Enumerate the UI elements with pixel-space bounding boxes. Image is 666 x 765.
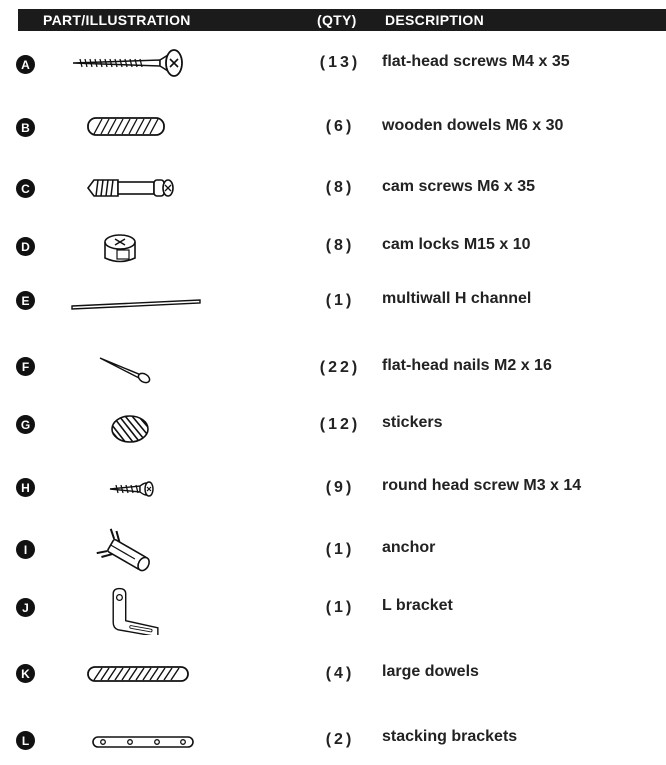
part-description: wooden dowels M6 x 30 <box>382 117 564 134</box>
h-channel-icon <box>60 276 220 326</box>
header-qty: (QTY) <box>317 12 357 28</box>
part-qty: (12) <box>319 416 361 433</box>
part-qty: (6) <box>325 118 355 135</box>
part-letter-badge: E <box>16 291 35 310</box>
part-letter-badge: G <box>16 415 35 434</box>
round-head-screw-icon <box>60 462 220 512</box>
part-description: cam locks M15 x 10 <box>382 236 531 253</box>
part-row-e <box>0 276 666 326</box>
part-letter-badge: F <box>16 357 35 376</box>
part-letter-badge: C <box>16 179 35 198</box>
part-description: cam screws M6 x 35 <box>382 178 535 195</box>
part-description: flat-head screws M4 x 35 <box>382 53 570 70</box>
part-row-d <box>0 222 666 272</box>
part-description: anchor <box>382 539 436 556</box>
part-qty: (1) <box>325 541 355 558</box>
part-qty: (22) <box>319 359 361 376</box>
part-description: stickers <box>382 414 443 431</box>
l-bracket-icon <box>60 585 220 635</box>
part-qty: (1) <box>325 292 355 309</box>
part-row-l <box>0 715 666 765</box>
part-row-b <box>0 101 666 151</box>
part-letter-badge: B <box>16 118 35 137</box>
part-letter-badge: A <box>16 55 35 74</box>
part-description: L bracket <box>382 597 453 614</box>
parts-table-header <box>18 9 666 31</box>
part-row-g <box>0 400 666 450</box>
part-qty: (2) <box>325 731 355 748</box>
part-letter-badge: K <box>16 664 35 683</box>
part-qty: (4) <box>325 665 355 682</box>
part-row-c <box>0 163 666 213</box>
cam-lock-icon <box>60 222 220 272</box>
part-row-k <box>0 650 666 700</box>
part-letter-badge: I <box>16 540 35 559</box>
part-description: large dowels <box>382 663 479 680</box>
part-qty: (8) <box>325 237 355 254</box>
part-description: round head screw M3 x 14 <box>382 477 582 494</box>
part-qty: (13) <box>319 54 361 71</box>
header-part-illustration: PART/ILLUSTRATION <box>43 12 191 28</box>
nail-icon <box>60 342 220 392</box>
anchor-icon <box>60 525 220 575</box>
part-qty: (8) <box>325 179 355 196</box>
part-row-i <box>0 525 666 575</box>
cam-screw-icon <box>60 163 220 213</box>
part-qty: (1) <box>325 599 355 616</box>
wooden-dowel-icon <box>60 101 220 151</box>
part-letter-badge: H <box>16 478 35 497</box>
part-row-a <box>0 38 666 88</box>
part-letter-badge: D <box>16 237 35 256</box>
part-description: flat-head nails M2 x 16 <box>382 357 552 374</box>
large-dowel-icon <box>60 650 220 700</box>
part-qty: (9) <box>325 479 355 496</box>
part-row-j <box>0 585 666 635</box>
sticker-icon <box>60 400 220 450</box>
part-letter-badge: L <box>16 731 35 750</box>
part-letter-badge: J <box>16 598 35 617</box>
stacking-bracket-icon <box>60 715 220 765</box>
part-description: multiwall H channel <box>382 290 532 307</box>
header-description: DESCRIPTION <box>385 12 484 28</box>
part-row-h <box>0 462 666 512</box>
flat-head-screw-icon <box>60 38 220 88</box>
part-description: stacking brackets <box>382 728 518 745</box>
part-row-f <box>0 342 666 392</box>
